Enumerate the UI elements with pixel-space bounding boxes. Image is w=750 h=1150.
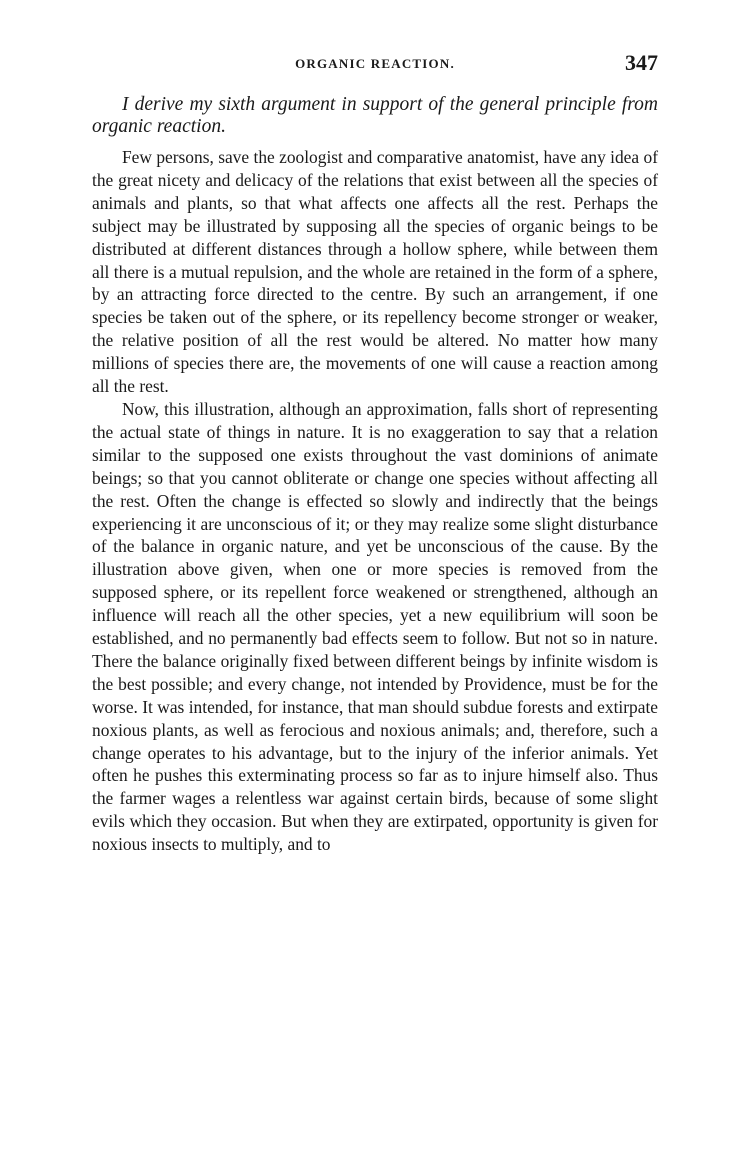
running-header [92, 48, 658, 88]
book-page [92, 48, 658, 856]
body-paragraph: Now, this illustration, although an approximation, falls short of representing the actual state of things in nature. It is no exaggeration to say that a relation similar to the supposed one exists throughout the vast dominions of animate beings; so that you cannot obliterate or change one species without affecting all the rest. Often the change is effected so slowly and indirectly that the beings experiencing it are unconscious of it; or they may realize some slight disturbance of the balance in organic nature, and yet be unconscious of the cause. By the illustration above given, when one or more species is removed from the supposed sphere, or its repellent force weakened or strengthened, although an influence will reach all the other species, yet a new equilibrium will soon be established, and no permanently bad effects seem to follow. But not so in nature. There the balance originally fixed between different beings by infinite wisdom is the best possible; and every change, not intended by Providence, must be for the worse. It was intended, for instance, that man should subdue forests and extirpate noxious plants, as well as ferocious and noxious animals; and, therefore, such a change operates to his advantage, but to the injury of the inferior animals. Yet often he pushes this exterminating process so far as to injure himself also. Thus the farmer wages a relentless war against certain birds, because of some slight evils which they occasion. But when they are extirpated, opportunity is given for noxious insects to multiply, and to [92, 398, 658, 855]
page-number: 347 [625, 50, 658, 75]
intro-sentence: I derive my sixth argument in support of the general principle from organic reaction. [92, 94, 658, 137]
body-paragraph: Few persons, save the zoologist and comparative anatomist, have any idea of the great nicety and delicacy of the relations that exist between all the species of animals and plants, so that what affects one affects all the rest. Perhaps the subject may be illustrated by supposing all the species of organic beings to be distributed at different distances through a hollow sphere, while between them all there is a mutual repulsion, and the whole are retained in the form of a sphere, by an attracting force directed to the centre. By such an arrangement, if one species be taken out of the sphere, or its repellency become stronger or weaker, the relative position of all the rest would be altered. No matter how many millions of species there are, the movements of one will cause a reaction among all the rest. [92, 147, 658, 397]
running-title: ORGANIC REACTION. [295, 56, 455, 71]
